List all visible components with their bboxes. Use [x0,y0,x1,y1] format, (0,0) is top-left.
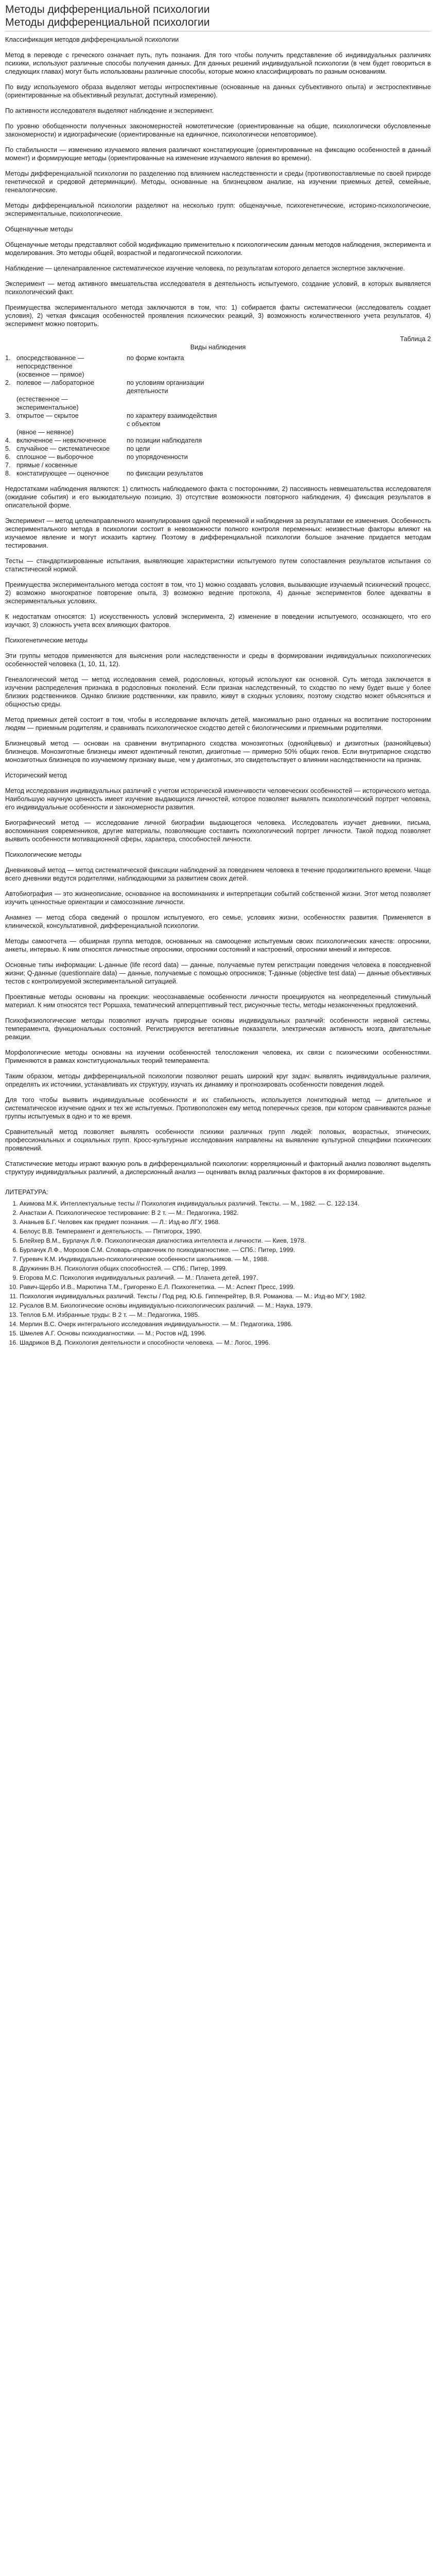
paragraph: Преимущества экспериментального метода состоят в том, что 1) можно создавать условия, вызывающие изучаемый психический процесс, 2) возможно многократное повторение опыта, 3) возможно ведение протокола, 4) данные экспериментов более адекватны в экспериментальных условиях. [5,581,431,605]
reference-item: 16. Шадриков В.Д. Психология деятельности и способности человека. — М.: Логос, 1996. [20,1339,431,1347]
classification-basis: по форме контакта [127,354,184,362]
paragraph: Автобиография — это жизнеописание, основанное на воспоминаниях и интерпретации событий собственной жизни. Этот метод позволяет изучить ценностные ориентации и самосознание личности. [5,890,431,906]
paragraph: Недостатками наблюдения являются: 1) слитность наблюдаемого факта с посторонними, 2) пассивность невмешательства исследователя (ожидание события) и его выжидательную позицию, 3) отсутствие возможности повторного наблюдения, 4) фиксация результатов в описательной форме. [5,485,431,509]
classification-basis [127,370,221,379]
observation-type: включенное — невключенное [16,437,107,444]
page-title [5,3,431,31]
table-row [5,395,221,412]
observation-type: констатирующее — оценочное [16,470,109,477]
table-row [5,412,221,428]
reference-item: 9. Егорова М.С. Психология индивидуальных различий. — М.: Планета детей, 1997. [20,1274,431,1282]
row-number [5,428,16,436]
row-number: 8. [5,470,11,477]
classification-basis: по фиксации результатов [127,470,203,477]
reference-item: 4. Белоус В.В. Темперамент и деятельность. — Пятигорск, 1990. [20,1228,431,1235]
paragraph: Наблюдение — целенаправленное систематическое изучение человека, по результатам которого делается экспертное заключение. [5,265,405,272]
reference-item: 11. Психология индивидуальных различий. Тексты / Под ред. Ю.Б. Гиппенрейтер, В.Я. Романова. — М.: Изд-во МГУ, 1982. [20,1293,431,1300]
paragraph: Биографический метод — исследование личной биографии выдающегося человека. Исследователь изучает дневники, письма, воспоминания современников, другие материалы, позволяющие составить психологический портрет личности. Такой подход позволяет выявить особенности мотивационной сферы, характера, способностей личности. [5,819,431,843]
observation-type: прямые / косвенные [16,462,78,469]
section-heading: Исторический метод [5,772,67,779]
classification-basis: по позиции наблюдателя [127,437,202,444]
paragraph: Таким образом, методы дифференциальной психологии позволяют решать широкий круг задач: выявлять индивидуальные различия, определять их источники, устанавливать их структуру, изучать их динамику и прогнозировать особенности поведения людей. [5,1073,431,1088]
reference-item: 5. Блейхер В.М., Бурлачук Л.Ф. Психологическая диагностика интеллекта и личности. — Киев, 1978. [20,1237,431,1245]
reference-item: 6. Бурлачук Л.Ф., Морозов С.М. Словарь-справочник по психодиагностике. — СПб.: Питер, 1999. [20,1246,431,1254]
paragraph: Методы самоотчета — обширная группа методов, основанных на самооценке испытуемым своих психологических качеств: опросники, анкеты, интервью. К ним относятся личностные опросники, опросники состояний и настроений, опросники мнений и интересов. [5,938,431,953]
reference-item: 10. Равич-Щербо И.В., Марютина Т.М., Григоренко Е.Л. Психогенетика. — М.: Аспект Пресс, 1999. [20,1283,431,1291]
observation-type: сплошное — выборочное [16,453,94,461]
paragraph: Метод исследования индивидуальных различий с учетом исторической изменчивости человеческих особенностей — исторического метода. Наибольшую научную ценность имеет изучение выдающихся личностей, которое позволяет выявлять психологический портрет человека, его индивидуальные особенности и закономерности развития. [5,787,431,811]
observation-type: открытое — скрытое [16,412,79,419]
table-row [5,436,221,445]
paragraph: По активности исследователя выделяют наблюдение и эксперимент. [5,107,214,114]
observation-type: опосредствованное — непосредственное [16,354,84,370]
row-number: 2. [5,379,11,386]
paragraph: Классификация методов дифференциальной психологии [5,36,179,43]
reference-item: 15. Шмелев А.Г. Основы психодиагностики. — М.; Ростов н/Д, 1996. [20,1330,431,1337]
row-number [5,395,16,412]
table-label: Таблица 2 [400,335,431,343]
observation-type: полевое — лабораторное [16,379,94,386]
observation-type: (естественное — экспериментальное) [16,396,79,411]
paragraph: Морфологические методы основаны на изучении особенностей телосложения человека, их связи с психическими особенностями. Применяются в рамках конституциональных теорий темперамента. [5,1049,431,1064]
paragraph: Генеалогический метод — метод исследования семей, родословных, который используют как основной. Суть метода заключается в изучении распределения признака в родословных поколений. Если признак наследственный, то сходство по нему будет выше у более близких родственников. Однако близкие родственники, как правило, живут в сходных условиях, поэтому сходство может объясняться и общностью среды. [5,676,431,708]
methods-section [5,241,431,328]
paragraph: По виду используемого образа выделяют методы интроспективные (основанные на данных субъективного опыта) и экстроспективные (ориентированные на объективный результат, доступный измерению). [5,83,431,99]
references-list [5,1200,431,1347]
reference-item: 13. Теплов Б.М. Избранные труды: В 2 т. — М.: Педагогика, 1985. [20,1311,431,1319]
body-section [5,485,431,1176]
reference-item: 7. Гуревич К.М. Индивидуально-психологические особенности школьников. — М., 1988. [20,1256,431,1263]
reference-item: 14. Мерлин В.С. Очерк интегрального исследования индивидуальности. — М.: Педагогика, 1986. [20,1320,431,1328]
paragraph: Основные типы информации: L-данные (life record data) — данные, получаемые путем регистрации поведения человека в повседневной жизни; Q-данные (questionnaire data) — данные, получаемые с помощью опросников; T-данные (objective test data) — данные объективных тестов с контролируемой экспериментальной ситуацией. [5,961,431,985]
observation-type: случайное — систематическое [16,445,110,452]
table-row [5,445,221,453]
paragraph: Метод приемных детей состоит в том, чтобы в исследование включать детей, максимально рано отданных на воспитание посторонним людям — приемным родителям, и сравнивать психологическое сходство детей с биологическими и приемными родителями. [5,716,431,732]
classification-basis: по характеру взаимодействия с объектом [127,412,217,428]
paragraph: Анамнез — метод сбора сведений о прошлом испытуемого, его семье, условиях жизни, особенностях развития. Применяется в клинической, консультативной, дифференциальной психологии. [5,914,431,929]
table-row [5,453,221,461]
section-heading: Психологические методы [5,851,82,858]
paragraph: Дневниковый метод — метод систематической фиксации наблюдений за поведением человека в течение продолжительного времени. Чаще всего дневники ведутся родителями, наблюдающими за развитием своих детей. [5,867,431,882]
row-number: 1. [5,354,11,362]
table-caption: Виды наблюдения [190,344,246,351]
row-number: 4. [5,437,11,444]
reference-item: 1. Акимова М.К. Интеллектуальные тесты // Психология индивидуальных различий. Тексты. — М., 1982. — С. 122-134. [20,1200,431,1208]
paragraph: Эти группы методов применяются для выяснения роли наследственности и среды в формировании индивидуальных психологических особенностей человека (1, 10, 11, 12). [5,652,431,668]
classification-basis: по условиям организации деятельности [127,379,204,395]
classification-basis [127,395,221,412]
paragraph: Тесты — стандартизированные испытания, выявляющие характеристики испытуемого путем сопоставления результатов испытания со статистической нормой. [5,557,431,573]
observation-type: (косвенное — прямое) [16,371,84,378]
observation-type: (явное — неявное) [16,429,74,436]
paragraph: К недостаткам относятся: 1) искусственность условий эксперимента, 2) изменение в поведении испытуемого, осознающего, что его изучают, 3) сложность учета всех влияющих факторов. [5,613,431,629]
reference-item: 12. Русалов В.М. Биологические основы индивидуально-психологических различий. — М.: Наука, 1979. [20,1302,431,1310]
classification-basis: по цели [127,445,150,452]
classification-basis: по упорядоченности [127,453,188,461]
paragraph: По уровню обобщенности полученных закономерностей номотетические (ориентированные на общие, психологически обусловленные закономерности) и идиографические (ориентированные на единичное, психологически неповторимое). [5,123,431,138]
paragraph: Методы дифференциальной психологии разделяют на несколько групп: общенаучные, психогенетические, историко-психологические, экспериментальные, психологические. [5,202,431,217]
paragraph: Проективные методы основаны на проекции: неосознаваемые особенности личности проецируются на неопределенный стимульный материал. К ним относятся тест Роршаха, тематический апперцептивный тест, рисуночные тесты, методы незаконченных предложений. [5,993,431,1009]
classification-basis [127,428,221,436]
reference-item: 8. Дружинин В.Н. Психология общих способностей. — СПб.: Питер, 1999. [20,1265,431,1273]
paragraph: Метод в переводе с греческого означает путь, путь познания. Для того чтобы получить представление об индивидуальных различиях психики, используют различные способы получения данных. Для данных решений индивидуальной психологии (в чем будет говориться в следующих главах) могут быть использованы различные способы, которые можно классифицировать по разным основаниям. [5,52,431,75]
reference-item: 2. Анастази А. Психологическое тестирование: В 2 т. — М.: Педагогика, 1982. [20,1209,431,1217]
paragraph: Психофизиологические методы позволяют изучать природные основы индивидуальных различий: особенности нервной системы, темперамента, функциональных состояний. Регистрируются вегетативные показатели, электрическая активность мозга, двигательные реакции. [5,1017,431,1041]
paragraph: Близнецовый метод — основан на сравнении внутрипарного сходства монозиготных (однояйцевых) и дизиготных (разнояйцевых) близнецов. Монозиготные близнецы имеют идентичный генотип, дизиготные — примерно 50% общих генов. Если внутрипарное сходство монозиготных близнецов по изучаемому признаку выше, чем у дизиготных, это свидетельствует о влиянии наследственности на признак. [5,740,431,764]
table-row [5,379,221,395]
table-row [5,370,221,379]
row-number: 5. [5,445,11,452]
section-heading: Общенаучные методы [5,226,73,233]
paragraph: Общенаучные методы представляют собой модификацию применительно к психологическим данным методов наблюдения, эксперимента и моделирования. Это методы общей, возрастной и педагогической психологии. [5,241,431,257]
row-number [5,370,16,379]
reference-item: 3. Ананьев Б.Г. Человек как предмет познания. — Л.: Изд-во ЛГУ, 1968. [20,1218,431,1226]
table-row [5,469,221,478]
paragraph: Статистические методы играют важную роль в дифференциальной психологии: корреляционный и факторный анализ позволяют выделять структуру индивидуальных различий, а дисперсионный анализ — оценивать вклад различных факторов в их формирование. [5,1160,431,1176]
row-number: 3. [5,412,11,419]
paragraph: Сравнительный метод позволяет выявлять особенности психики различных групп людей: половых, возрастных, этнических, профессиональных и социальных групп. Кросс-культурные исследования направлены на выявление культурной специфики психических проявлений. [5,1128,431,1152]
paragraph: Эксперимент — метод активного вмешательства исследователя в деятельность испытуемого, создание условий, в которых выявляется психологический факт. [5,280,431,296]
title-line-2: Методы дифференциальной психологии [5,16,210,28]
references-title: ЛИТЕРАТУРА: [5,1189,48,1196]
row-number: 7. [5,462,11,469]
title-line-1: Методы дифференциальной психологии [5,4,210,15]
intro-section [5,36,431,233]
table-row [5,428,221,436]
section-heading: Психогенетические методы [5,637,88,644]
paragraph: Методы дифференциальной психологии по разделению под влиянием наследственности и среды (противопоставляемые по своей природе генетической и средовой детерминации). Методы, основанные на близнецовом анализе, на изучении приемных детей, семейные, генеалогические. [5,170,431,194]
paragraph: Преимущества экспериментального метода заключаются в том, что: 1) собирается факты систематически (исследователь создает условия), 2) четкая фиксация особенностей проявления психических реакций, 3) возможность количественного учета результатов, 4) эксперимент можно повторить. [5,304,431,328]
paragraph: Эксперимент — метод целенаправленного манипулирования одной переменной и наблюдения за результатами ее изменения. Особенность экспериментального метода в психологии состоит в невозможности полного контроля переменных: неизвестные факторы влияют на изучаемое явление и могут исказить картину. Поэтому в дифференциальной психологии большое значение придается методам тестирования. [5,517,431,549]
row-number: 6. [5,453,11,461]
paragraph: Для того чтобы выявить индивидуальные особенности и их стабильность, используется лонгитюдный метод — длительное и систематическое изучение одних и тех же испытуемых. Противоположен ему метод поперечных срезов, при котором сравниваются разные группы испытуемых в одно и то же время. [5,1096,431,1120]
classification-basis [127,461,221,469]
table-row [5,461,221,469]
paragraph: По стабильности — изменению изучаемого явления различают констатирующие (ориентированные на фиксацию особенностей в данный момент) и формирующие методы (ориентированные на изменение изучаемого явления во времени). [5,146,431,162]
observation-types-table [5,354,221,478]
table-row [5,354,221,370]
